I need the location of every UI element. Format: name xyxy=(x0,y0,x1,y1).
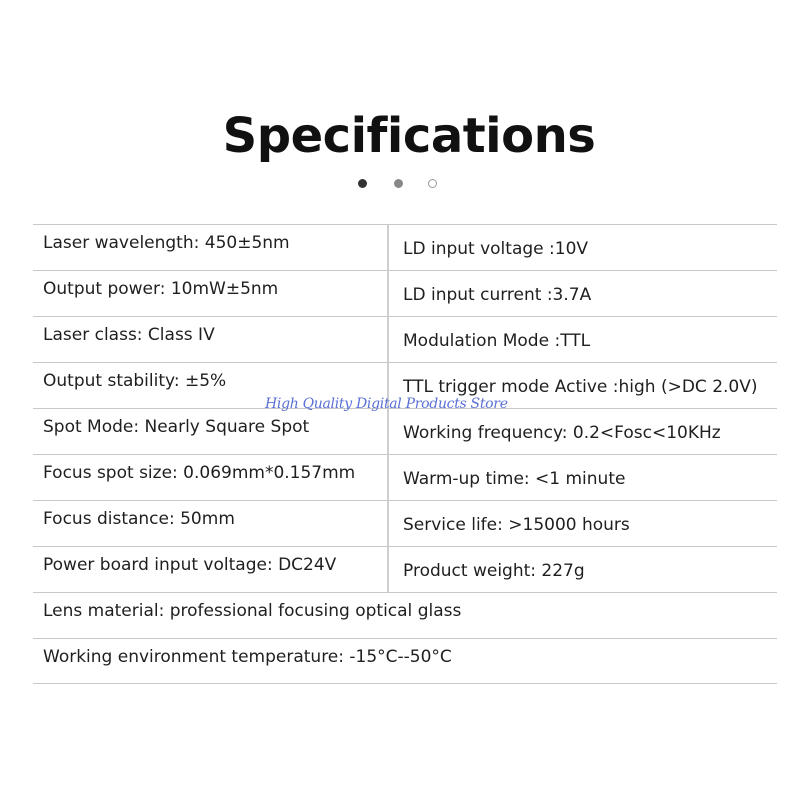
spec-left-cell: Output power: 10mW±5nm xyxy=(43,279,279,299)
pager-dot-3[interactable] xyxy=(428,179,437,188)
column-divider xyxy=(387,409,389,454)
spec-right-cell: Product weight: 227g xyxy=(403,561,585,581)
spec-row xyxy=(33,270,777,316)
spec-full-cell: Working environment temperature: -15°C--50°C xyxy=(43,647,452,667)
page-title: Specifications xyxy=(222,108,596,164)
spec-right-cell: LD input current :3.7A xyxy=(403,285,592,305)
spec-left-cell: Power board input voltage: DC24V xyxy=(43,555,337,575)
spec-left-cell: Laser class: Class IV xyxy=(43,325,215,345)
spec-left-cell: Spot Mode: Nearly Square Spot xyxy=(43,417,310,437)
column-divider xyxy=(387,317,389,362)
spec-left-cell: Output stability: ±5% xyxy=(43,371,227,391)
spec-right-cell: Modulation Mode :TTL xyxy=(403,331,591,351)
pager-dot-1[interactable] xyxy=(358,179,367,188)
spec-full-row xyxy=(33,592,777,638)
spec-row xyxy=(33,500,777,546)
column-divider xyxy=(387,455,389,500)
spec-right-cell: TTL trigger mode Active :high (>DC 2.0V) xyxy=(403,377,758,397)
spec-left-cell: Laser wavelength: 450±5nm xyxy=(43,233,290,253)
column-divider xyxy=(387,547,389,592)
column-divider xyxy=(387,225,389,270)
spec-table xyxy=(33,224,777,684)
spec-row xyxy=(33,316,777,362)
spec-row xyxy=(33,224,777,270)
spec-left-cell: Focus distance: 50mm xyxy=(43,509,235,529)
column-divider xyxy=(387,501,389,546)
carousel-pager xyxy=(358,179,448,191)
spec-left-cell: Focus spot size: 0.069mm*0.157mm xyxy=(43,463,356,483)
spec-full-row xyxy=(33,638,777,684)
spec-right-cell: Working frequency: 0.2<Fosc<10KHz xyxy=(403,423,721,443)
spec-right-cell: Warm-up time: <1 minute xyxy=(403,469,626,489)
spec-full-cell: Lens material: professional focusing optical glass xyxy=(43,601,462,621)
spec-row xyxy=(33,408,777,454)
spec-right-cell: LD input voltage :10V xyxy=(403,239,589,259)
column-divider xyxy=(387,271,389,316)
spec-row xyxy=(33,546,777,592)
spec-row xyxy=(33,454,777,500)
store-watermark: High Quality Digital Products Store xyxy=(265,396,508,412)
pager-dot-2[interactable] xyxy=(394,179,403,188)
spec-right-cell: Service life: >15000 hours xyxy=(403,515,630,535)
